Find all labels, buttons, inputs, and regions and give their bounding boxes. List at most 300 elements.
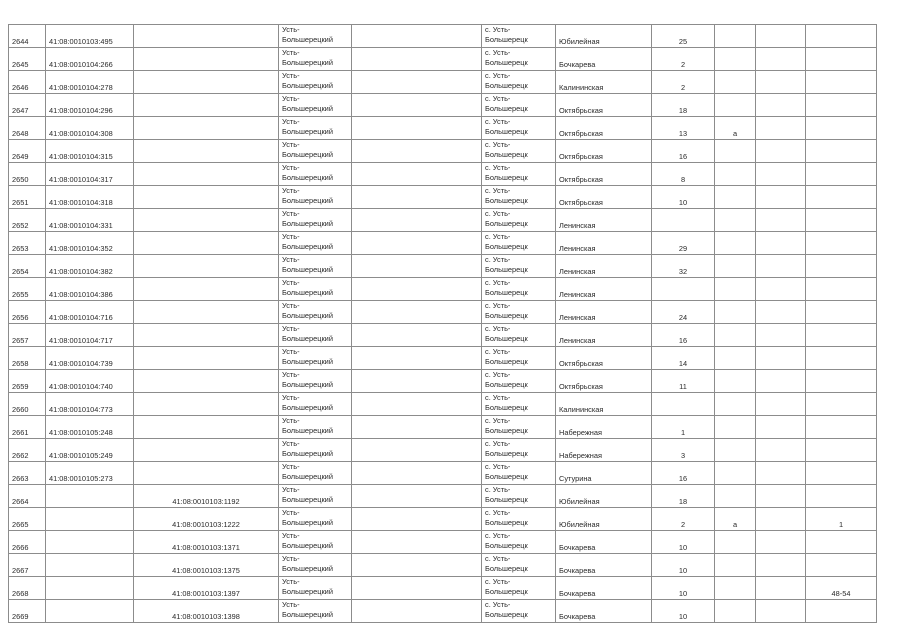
district-line-1: Усть-	[282, 71, 300, 80]
settlement-cell	[482, 439, 556, 462]
district-line-2: Большерецкий	[282, 333, 333, 343]
settlement-line-2: Большерецк	[485, 517, 528, 527]
settlement-cell	[482, 577, 556, 600]
street-name: Набережная	[556, 439, 652, 462]
empty-cell	[352, 117, 482, 140]
district-cell	[279, 577, 352, 600]
cadastral-number-alt	[134, 117, 279, 140]
empty-cell	[756, 324, 806, 347]
house-number: 1	[652, 416, 715, 439]
street-name: Октябрьская	[556, 186, 652, 209]
street-name: Юбилейная	[556, 485, 652, 508]
cadastral-number-alt	[134, 301, 279, 324]
table-row	[9, 485, 877, 508]
settlement-cell	[482, 600, 556, 623]
settlement-line-1: с. Усть-	[485, 25, 511, 34]
settlement-line-1: с. Усть-	[485, 370, 511, 379]
house-letter	[715, 600, 756, 623]
cadastral-number: 41:08:0010104:382	[46, 255, 134, 278]
settlement-line-1: с. Усть-	[485, 600, 511, 609]
settlement-line-2: Большерецк	[485, 34, 528, 44]
row-number: 2668	[9, 577, 46, 600]
house-letter	[715, 94, 756, 117]
district-cell	[279, 508, 352, 531]
street-name: Юбилейная	[556, 25, 652, 48]
cadastral-number-alt	[134, 163, 279, 186]
cadastral-number	[46, 508, 134, 531]
house-letter	[715, 485, 756, 508]
district-cell	[279, 278, 352, 301]
district-line-1: Усть-	[282, 600, 300, 609]
district-cell	[279, 25, 352, 48]
empty-cell	[756, 393, 806, 416]
settlement-cell	[482, 255, 556, 278]
district-line-2: Большерецкий	[282, 402, 333, 412]
cadastral-number: 41:08:0010104:740	[46, 370, 134, 393]
empty-cell	[352, 485, 482, 508]
row-number: 2666	[9, 531, 46, 554]
settlement-cell	[482, 554, 556, 577]
empty-cell	[756, 232, 806, 255]
table-row	[9, 25, 877, 48]
district-cell	[279, 71, 352, 94]
house-number: 14	[652, 347, 715, 370]
table-row	[9, 48, 877, 71]
settlement-cell	[482, 301, 556, 324]
cadastral-number: 41:08:0010104:716	[46, 301, 134, 324]
empty-cell	[756, 416, 806, 439]
street-name: Октябрьская	[556, 94, 652, 117]
cadastral-number-alt: 41:08:0010103:1371	[134, 531, 279, 554]
extra-number	[806, 301, 877, 324]
district-cell	[279, 439, 352, 462]
empty-cell	[352, 554, 482, 577]
district-line-1: Усть-	[282, 48, 300, 57]
settlement-line-2: Большерецк	[485, 80, 528, 90]
empty-cell	[756, 186, 806, 209]
address-register-table	[8, 24, 877, 623]
empty-cell	[352, 71, 482, 94]
empty-cell	[352, 232, 482, 255]
extra-number	[806, 393, 877, 416]
street-name: Октябрьская	[556, 163, 652, 186]
district-line-1: Усть-	[282, 393, 300, 402]
row-number: 2653	[9, 232, 46, 255]
house-number: 18	[652, 485, 715, 508]
settlement-line-2: Большерецк	[485, 448, 528, 458]
settlement-line-1: с. Усть-	[485, 278, 511, 287]
settlement-line-1: с. Усть-	[485, 347, 511, 356]
settlement-cell	[482, 140, 556, 163]
house-letter	[715, 416, 756, 439]
district-cell	[279, 531, 352, 554]
settlement-cell	[482, 370, 556, 393]
row-number: 2664	[9, 485, 46, 508]
row-number: 2654	[9, 255, 46, 278]
district-line-1: Усть-	[282, 347, 300, 356]
house-letter	[715, 324, 756, 347]
cadastral-number: 41:08:0010105:273	[46, 462, 134, 485]
settlement-cell	[482, 163, 556, 186]
street-name: Октябрьская	[556, 370, 652, 393]
cadastral-number-alt	[134, 255, 279, 278]
district-line-1: Усть-	[282, 439, 300, 448]
district-cell	[279, 232, 352, 255]
district-line-2: Большерецкий	[282, 126, 333, 136]
settlement-line-1: с. Усть-	[485, 439, 511, 448]
extra-number: 48-54	[806, 577, 877, 600]
settlement-line-1: с. Усть-	[485, 186, 511, 195]
extra-number	[806, 232, 877, 255]
row-number: 2660	[9, 393, 46, 416]
extra-number	[806, 48, 877, 71]
house-letter	[715, 278, 756, 301]
house-number: 10	[652, 600, 715, 623]
row-number: 2658	[9, 347, 46, 370]
district-line-1: Усть-	[282, 117, 300, 126]
row-number: 2644	[9, 25, 46, 48]
house-letter	[715, 209, 756, 232]
cadastral-number-alt: 41:08:0010103:1398	[134, 600, 279, 623]
row-number: 2659	[9, 370, 46, 393]
cadastral-number-alt	[134, 393, 279, 416]
district-cell	[279, 554, 352, 577]
extra-number	[806, 71, 877, 94]
empty-cell	[352, 48, 482, 71]
table-row	[9, 255, 877, 278]
empty-cell	[352, 140, 482, 163]
street-name: Сутурина	[556, 462, 652, 485]
house-letter	[715, 554, 756, 577]
empty-cell	[756, 370, 806, 393]
table-row	[9, 232, 877, 255]
row-number: 2645	[9, 48, 46, 71]
house-number: 10	[652, 577, 715, 600]
house-letter	[715, 186, 756, 209]
cadastral-number: 41:08:0010104:318	[46, 186, 134, 209]
street-name: Набережная	[556, 416, 652, 439]
district-line-1: Усть-	[282, 140, 300, 149]
table-row	[9, 163, 877, 186]
cadastral-number-alt	[134, 370, 279, 393]
district-line-1: Усть-	[282, 209, 300, 218]
table-row	[9, 370, 877, 393]
house-number	[652, 209, 715, 232]
cadastral-number: 41:08:0010105:248	[46, 416, 134, 439]
settlement-line-1: с. Усть-	[485, 209, 511, 218]
street-name: Бочкарева	[556, 577, 652, 600]
settlement-cell	[482, 416, 556, 439]
cadastral-number-alt	[134, 278, 279, 301]
settlement-cell	[482, 209, 556, 232]
empty-cell	[756, 278, 806, 301]
extra-number	[806, 25, 877, 48]
empty-cell	[352, 324, 482, 347]
extra-number	[806, 347, 877, 370]
district-line-2: Большерецкий	[282, 425, 333, 435]
district-line-1: Усть-	[282, 508, 300, 517]
table-row	[9, 554, 877, 577]
house-letter	[715, 140, 756, 163]
settlement-line-2: Большерецк	[485, 425, 528, 435]
street-name: Октябрьская	[556, 140, 652, 163]
empty-cell	[756, 485, 806, 508]
row-number: 2651	[9, 186, 46, 209]
street-name: Ленинская	[556, 301, 652, 324]
settlement-cell	[482, 186, 556, 209]
street-name: Бочкарева	[556, 531, 652, 554]
extra-number	[806, 416, 877, 439]
empty-cell	[352, 255, 482, 278]
district-line-2: Большерецкий	[282, 494, 333, 504]
district-line-1: Усть-	[282, 462, 300, 471]
district-line-2: Большерецкий	[282, 195, 333, 205]
district-cell	[279, 209, 352, 232]
district-cell	[279, 48, 352, 71]
row-number: 2667	[9, 554, 46, 577]
house-number: 10	[652, 531, 715, 554]
extra-number	[806, 485, 877, 508]
table-row	[9, 278, 877, 301]
house-letter	[715, 531, 756, 554]
settlement-line-1: с. Усть-	[485, 71, 511, 80]
district-cell	[279, 163, 352, 186]
street-name: Юбилейная	[556, 508, 652, 531]
house-number: 16	[652, 462, 715, 485]
settlement-line-2: Большерецк	[485, 126, 528, 136]
settlement-line-2: Большерецк	[485, 586, 528, 596]
settlement-line-1: с. Усть-	[485, 301, 511, 310]
table-row	[9, 347, 877, 370]
settlement-line-2: Большерецк	[485, 310, 528, 320]
house-letter	[715, 25, 756, 48]
settlement-line-1: с. Усть-	[485, 163, 511, 172]
settlement-line-1: с. Усть-	[485, 140, 511, 149]
district-cell	[279, 140, 352, 163]
table-row	[9, 577, 877, 600]
district-line-2: Большерецкий	[282, 379, 333, 389]
row-number: 2663	[9, 462, 46, 485]
street-name: Октябрьская	[556, 347, 652, 370]
district-cell	[279, 255, 352, 278]
empty-cell	[756, 600, 806, 623]
district-line-1: Усть-	[282, 324, 300, 333]
table-row	[9, 393, 877, 416]
district-line-1: Усть-	[282, 163, 300, 172]
district-line-2: Большерецкий	[282, 540, 333, 550]
house-letter	[715, 163, 756, 186]
empty-cell	[756, 48, 806, 71]
settlement-cell	[482, 531, 556, 554]
street-name: Бочкарева	[556, 554, 652, 577]
settlement-line-1: с. Усть-	[485, 324, 511, 333]
district-cell	[279, 186, 352, 209]
settlement-cell	[482, 347, 556, 370]
empty-cell	[352, 25, 482, 48]
row-number: 2646	[9, 71, 46, 94]
house-number: 16	[652, 324, 715, 347]
empty-cell	[756, 577, 806, 600]
table-row	[9, 209, 877, 232]
cadastral-number-alt	[134, 232, 279, 255]
empty-cell	[352, 347, 482, 370]
cadastral-number: 41:08:0010104:266	[46, 48, 134, 71]
extra-number	[806, 117, 877, 140]
settlement-line-2: Большерецк	[485, 264, 528, 274]
street-name: Бочкарева	[556, 600, 652, 623]
district-line-1: Усть-	[282, 577, 300, 586]
extra-number	[806, 140, 877, 163]
settlement-cell	[482, 71, 556, 94]
house-number: 16	[652, 140, 715, 163]
empty-cell	[756, 301, 806, 324]
row-number: 2650	[9, 163, 46, 186]
settlement-line-2: Большерецк	[485, 333, 528, 343]
house-number: 2	[652, 508, 715, 531]
house-number: 32	[652, 255, 715, 278]
settlement-line-1: с. Усть-	[485, 508, 511, 517]
street-name: Октябрьская	[556, 117, 652, 140]
empty-cell	[756, 508, 806, 531]
house-letter	[715, 577, 756, 600]
cadastral-number	[46, 600, 134, 623]
house-letter	[715, 232, 756, 255]
row-number: 2661	[9, 416, 46, 439]
settlement-cell	[482, 485, 556, 508]
row-number: 2657	[9, 324, 46, 347]
district-line-2: Большерецкий	[282, 287, 333, 297]
row-number: 2669	[9, 600, 46, 623]
table-row	[9, 600, 877, 623]
cadastral-number-alt	[134, 71, 279, 94]
district-line-1: Усть-	[282, 186, 300, 195]
house-letter	[715, 462, 756, 485]
district-line-2: Большерецкий	[282, 80, 333, 90]
extra-number	[806, 600, 877, 623]
extra-number	[806, 186, 877, 209]
district-line-1: Усть-	[282, 278, 300, 287]
street-name: Калининская	[556, 71, 652, 94]
empty-cell	[756, 209, 806, 232]
house-letter	[715, 347, 756, 370]
district-line-1: Усть-	[282, 255, 300, 264]
street-name: Ленинская	[556, 255, 652, 278]
cadastral-number	[46, 554, 134, 577]
cadastral-number-alt	[134, 462, 279, 485]
empty-cell	[352, 439, 482, 462]
settlement-line-2: Большерецк	[485, 402, 528, 412]
street-name: Ленинская	[556, 232, 652, 255]
cadastral-number: 41:08:0010105:249	[46, 439, 134, 462]
empty-cell	[352, 186, 482, 209]
cadastral-number: 41:08:0010104:308	[46, 117, 134, 140]
settlement-line-1: с. Усть-	[485, 48, 511, 57]
district-cell	[279, 347, 352, 370]
table-row	[9, 531, 877, 554]
house-number: 29	[652, 232, 715, 255]
empty-cell	[352, 508, 482, 531]
settlement-cell	[482, 232, 556, 255]
district-line-1: Усть-	[282, 416, 300, 425]
cadastral-number: 41:08:0010104:296	[46, 94, 134, 117]
empty-cell	[756, 347, 806, 370]
cadastral-number: 41:08:0010104:352	[46, 232, 134, 255]
extra-number: 1	[806, 508, 877, 531]
house-letter	[715, 71, 756, 94]
settlement-line-2: Большерецк	[485, 471, 528, 481]
district-line-2: Большерецкий	[282, 356, 333, 366]
cadastral-number-alt	[134, 48, 279, 71]
cadastral-number-alt	[134, 439, 279, 462]
cadastral-number-alt	[134, 416, 279, 439]
empty-cell	[756, 25, 806, 48]
cadastral-number-alt	[134, 347, 279, 370]
settlement-line-1: с. Усть-	[485, 94, 511, 103]
empty-cell	[756, 439, 806, 462]
cadastral-number: 41:08:0010104:773	[46, 393, 134, 416]
district-line-2: Большерецкий	[282, 172, 333, 182]
settlement-line-2: Большерецк	[485, 609, 528, 619]
house-number	[652, 393, 715, 416]
district-line-2: Большерецкий	[282, 34, 333, 44]
cadastral-number: 41:08:0010104:331	[46, 209, 134, 232]
district-line-2: Большерецкий	[282, 448, 333, 458]
extra-number	[806, 94, 877, 117]
empty-cell	[756, 462, 806, 485]
row-number: 2649	[9, 140, 46, 163]
settlement-cell	[482, 94, 556, 117]
table-body	[9, 25, 877, 623]
register-sheet	[8, 24, 877, 623]
settlement-cell	[482, 278, 556, 301]
cadastral-number-alt: 41:08:0010103:1222	[134, 508, 279, 531]
house-letter	[715, 301, 756, 324]
house-number: 11	[652, 370, 715, 393]
street-name: Бочкарева	[556, 48, 652, 71]
district-cell	[279, 370, 352, 393]
street-name: Ленинская	[556, 324, 652, 347]
cadastral-number: 41:08:0010104:317	[46, 163, 134, 186]
district-line-2: Большерецкий	[282, 310, 333, 320]
cadastral-number-alt: 41:08:0010103:1192	[134, 485, 279, 508]
settlement-line-1: с. Усть-	[485, 531, 511, 540]
settlement-line-2: Большерецк	[485, 356, 528, 366]
house-letter	[715, 439, 756, 462]
settlement-cell	[482, 25, 556, 48]
house-number	[652, 278, 715, 301]
house-number: 10	[652, 554, 715, 577]
empty-cell	[352, 278, 482, 301]
district-cell	[279, 416, 352, 439]
settlement-cell	[482, 508, 556, 531]
table-row	[9, 140, 877, 163]
settlement-line-1: с. Усть-	[485, 485, 511, 494]
cadastral-number-alt	[134, 186, 279, 209]
empty-cell	[352, 393, 482, 416]
extra-number	[806, 324, 877, 347]
extra-number	[806, 439, 877, 462]
house-letter	[715, 255, 756, 278]
settlement-line-2: Большерецк	[485, 172, 528, 182]
row-number: 2665	[9, 508, 46, 531]
settlement-cell	[482, 462, 556, 485]
settlement-line-2: Большерецк	[485, 287, 528, 297]
street-name: Ленинская	[556, 209, 652, 232]
settlement-line-2: Большерецк	[485, 241, 528, 251]
district-line-1: Усть-	[282, 554, 300, 563]
cadastral-number: 41:08:0010103:495	[46, 25, 134, 48]
cadastral-number: 41:08:0010104:717	[46, 324, 134, 347]
